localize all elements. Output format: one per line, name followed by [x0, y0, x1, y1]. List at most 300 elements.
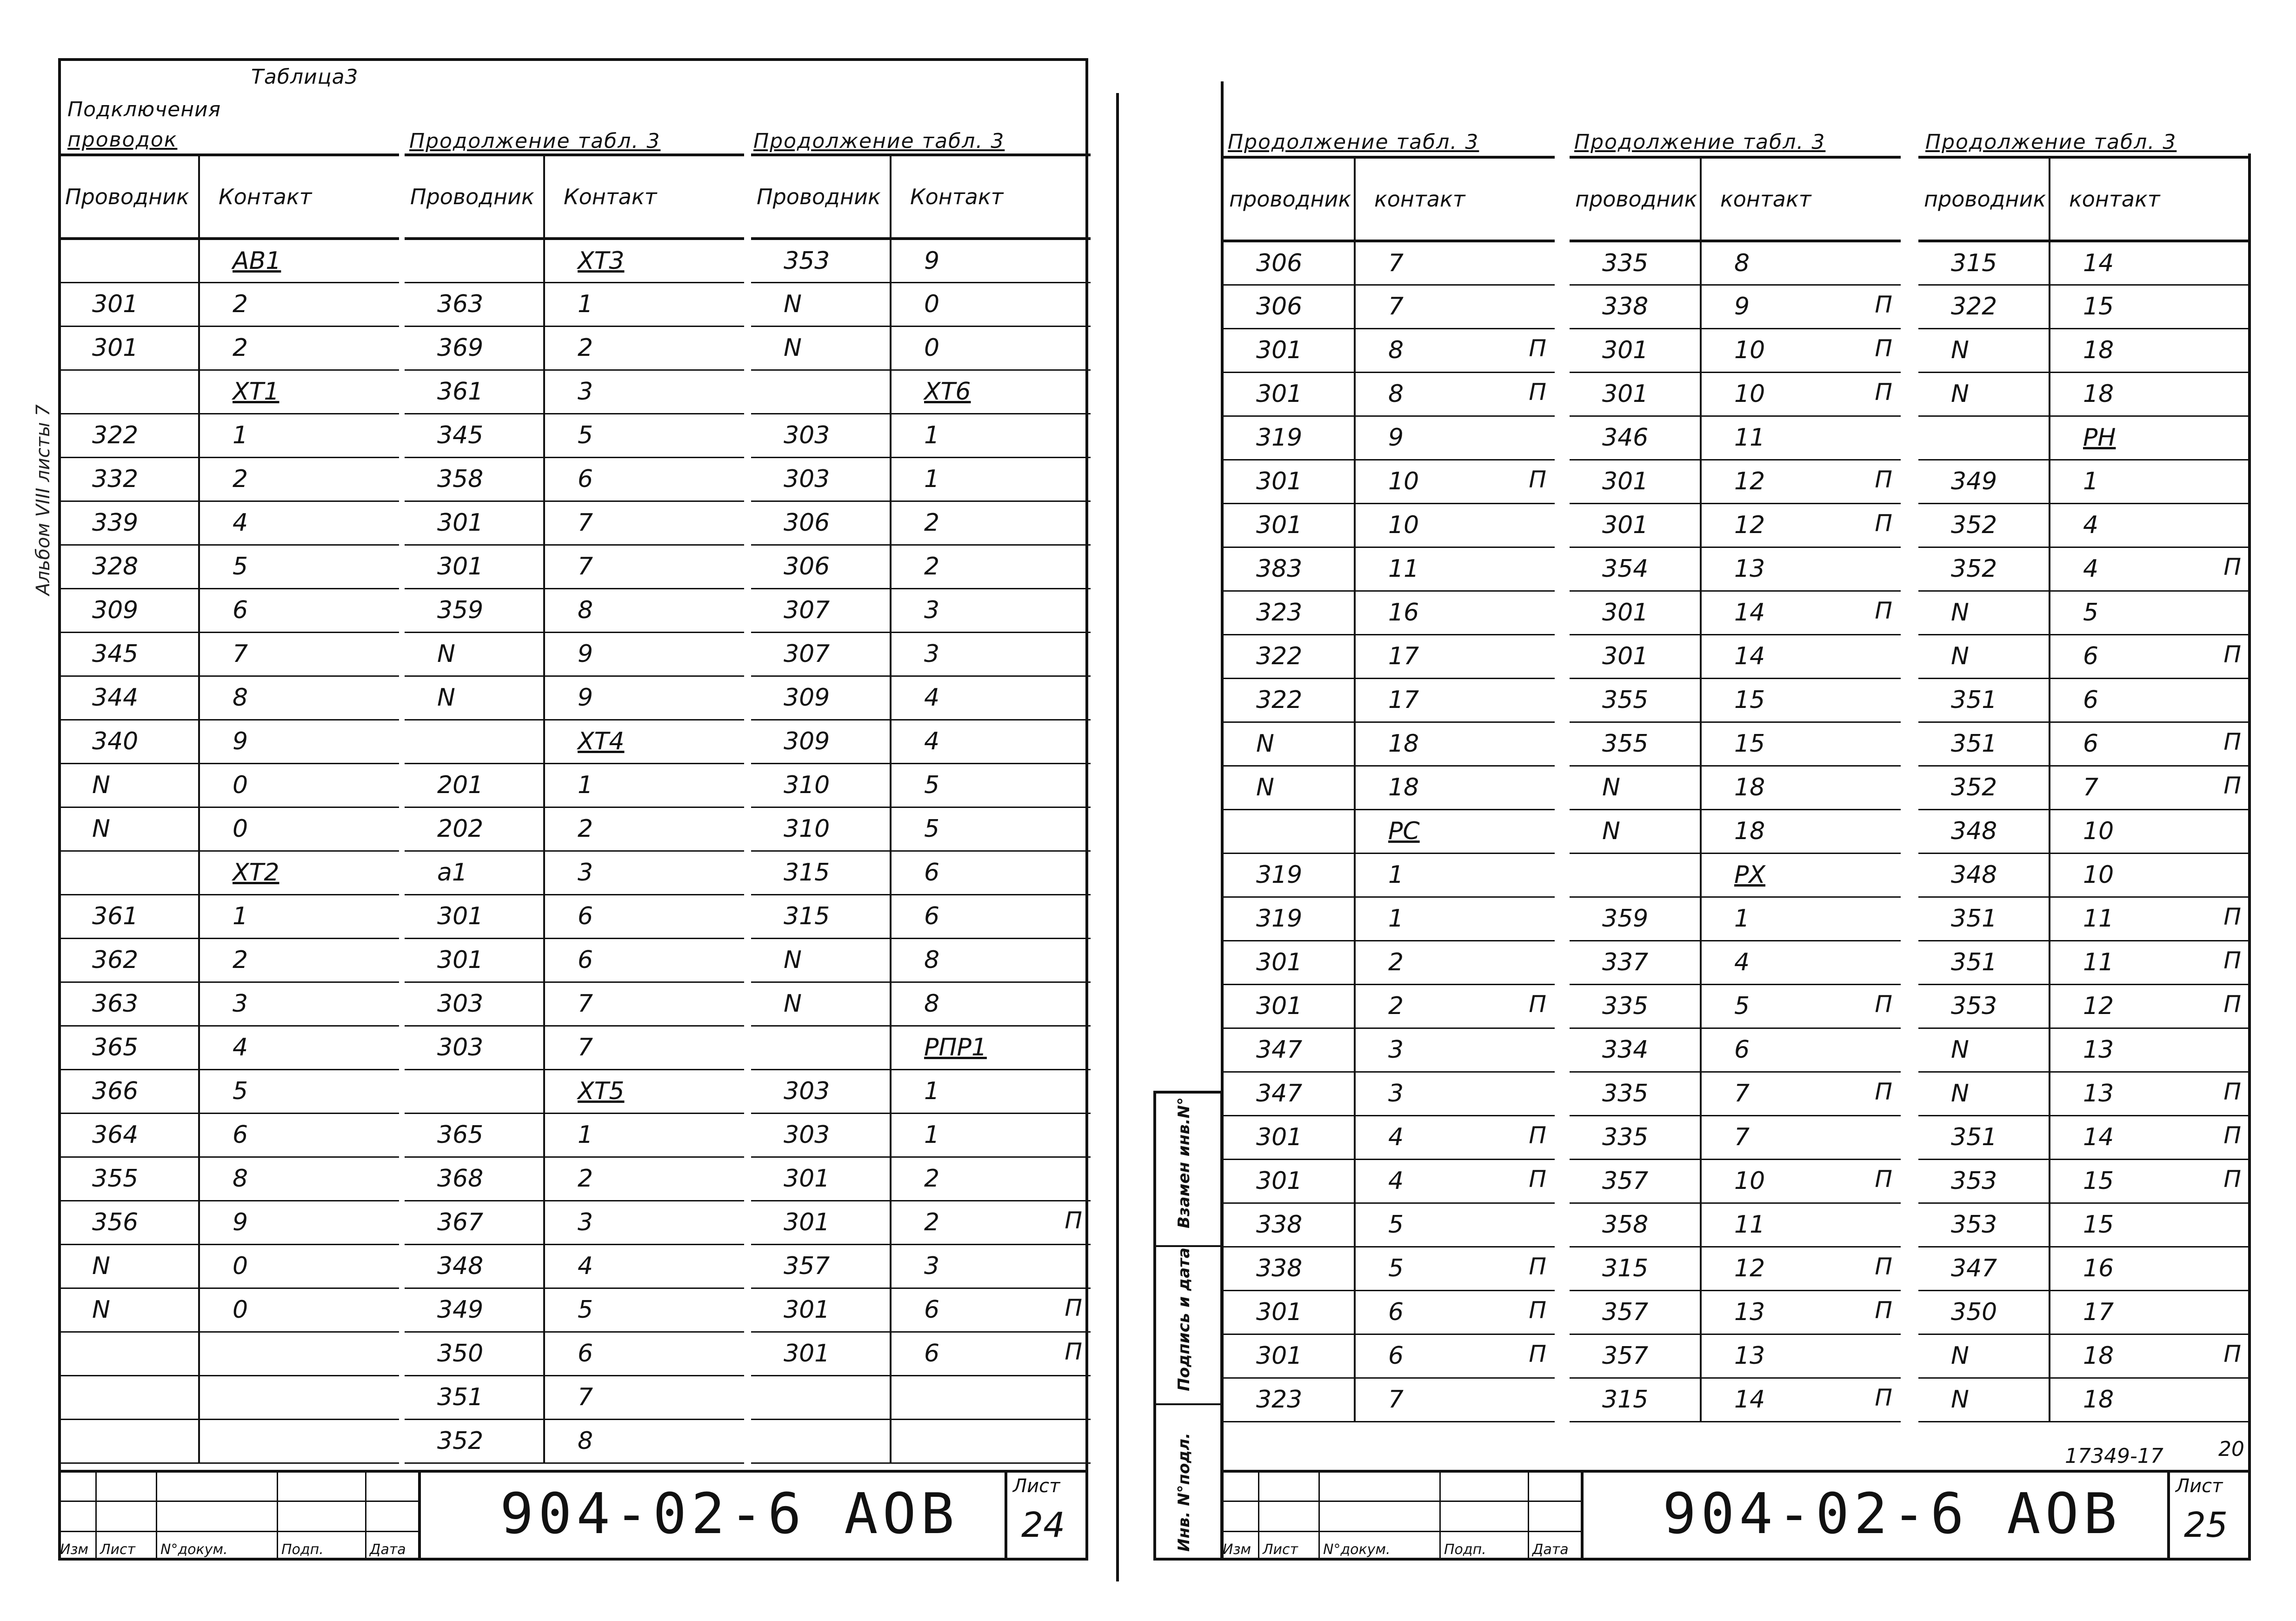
contact-value: 18 — [2083, 380, 2114, 408]
jumper-mark: П — [1875, 1165, 1892, 1193]
table-row — [60, 676, 399, 720]
margin-note: Альбом VIII листы 7 — [33, 404, 54, 595]
contact-value: 6 — [578, 902, 593, 930]
contact-value: 3 — [233, 990, 248, 1018]
table-row — [60, 588, 399, 632]
table-row — [405, 239, 744, 282]
contact-value: 9 — [1734, 293, 1750, 320]
table-row — [751, 326, 1091, 370]
contact-cell — [544, 982, 744, 1026]
wire-cell — [405, 720, 544, 763]
contact-value: 6 — [924, 1340, 940, 1368]
contact-cell — [1701, 503, 1901, 547]
table-row — [1918, 1290, 2249, 1334]
contact-value: 15 — [1734, 686, 1765, 714]
wire-cell: 359 — [1570, 897, 1701, 941]
jumper-mark: П — [2223, 1165, 2241, 1193]
jumper-mark: П — [1875, 291, 1892, 318]
wire-cell — [751, 1419, 891, 1463]
table-row — [405, 326, 744, 370]
wire-cell: 347 — [1224, 1028, 1355, 1072]
contact-cell — [544, 1026, 744, 1069]
title-block-grid — [58, 1473, 421, 1561]
contact-value: 6 — [924, 902, 940, 930]
table-row — [405, 851, 744, 894]
wire-cell: 351 — [1918, 897, 2050, 941]
table-row — [1918, 1378, 2249, 1421]
contact-cell — [199, 676, 399, 720]
contact-value: 7 — [578, 990, 593, 1018]
wire-cell: 355 — [1570, 678, 1701, 722]
contact-value: 17 — [1388, 642, 1419, 670]
contact-cell — [199, 894, 399, 938]
wire-cell: 344 — [60, 676, 199, 720]
table-row — [1224, 1334, 1555, 1378]
wire-cell: 335 — [1570, 984, 1701, 1028]
wire-cell: 350 — [1918, 1290, 2050, 1334]
table-row — [1224, 416, 1555, 460]
contact-cell — [1701, 1334, 1901, 1378]
contact-cell — [199, 763, 399, 807]
table-row — [1570, 984, 1901, 1028]
table-row — [405, 1332, 744, 1375]
approval-sidebar — [1153, 1091, 1223, 1561]
jumper-mark: П — [2223, 553, 2241, 580]
contact-value: 2 — [233, 290, 248, 318]
table-row — [751, 894, 1091, 938]
table-row — [1224, 285, 1555, 328]
contact-cell — [1701, 984, 1901, 1028]
contact-cell — [1355, 897, 1555, 941]
contact-cell — [199, 938, 399, 982]
table-row — [751, 588, 1091, 632]
table-row — [1570, 460, 1901, 503]
header-wire: проводник — [1570, 157, 1701, 241]
sheet-number-box — [2167, 1473, 2251, 1561]
wire-cell: 361 — [60, 894, 199, 938]
contact-value: 10 — [1388, 467, 1419, 495]
wire-cell: 332 — [60, 457, 199, 501]
contact-cell — [2050, 1247, 2249, 1290]
contact-value: 0 — [924, 290, 940, 318]
table-row — [1570, 897, 1901, 941]
contact-cell — [2050, 503, 2249, 547]
stamp-label-date: Дата — [370, 1541, 406, 1558]
group-header-cell — [2050, 416, 2249, 460]
header-wire: Проводник — [751, 155, 891, 239]
contact-value: 7 — [1734, 1080, 1750, 1107]
jumper-mark: П — [1529, 1121, 1546, 1149]
wire-cell: 351 — [1918, 1115, 2050, 1159]
wire-cell: 368 — [405, 1157, 544, 1201]
table-row — [405, 545, 744, 588]
wire-cell: 301 — [1224, 984, 1355, 1028]
wire-cell: N — [60, 763, 199, 807]
table-row — [751, 1332, 1091, 1375]
jumper-mark: П — [2223, 1340, 2241, 1368]
contact-cell — [199, 1201, 399, 1244]
contact-cell — [2050, 678, 2249, 722]
contact-value: 18 — [1388, 774, 1419, 801]
contact-value: 6 — [1388, 1342, 1404, 1370]
table-row — [405, 1026, 744, 1069]
wire-cell — [60, 1419, 199, 1463]
table-row — [1918, 285, 2249, 328]
table-row — [1224, 547, 1555, 591]
wire-cell: 357 — [751, 1244, 891, 1288]
wire-cell: 366 — [60, 1069, 199, 1113]
wire-cell — [405, 1069, 544, 1113]
title-block-grid — [1221, 1473, 1584, 1561]
table-row — [1570, 285, 1901, 328]
table-row — [60, 1157, 399, 1201]
table-row — [405, 1244, 744, 1288]
table-row — [1918, 897, 2249, 941]
contact-value: 5 — [578, 1296, 593, 1324]
contact-cell — [2050, 722, 2249, 766]
contact-value: 3 — [578, 859, 593, 887]
contact-cell — [544, 545, 744, 588]
wire-cell: 303 — [405, 1026, 544, 1069]
table-row — [751, 545, 1091, 588]
group-header-cell — [891, 370, 1091, 414]
contact-value: 7 — [1388, 249, 1404, 277]
contact-value: 3 — [578, 378, 593, 406]
contact-cell — [2050, 1115, 2249, 1159]
table-row — [1918, 1072, 2249, 1115]
wire-cell: 335 — [1570, 1072, 1701, 1115]
table-row — [1918, 984, 2249, 1028]
wire-cell: 353 — [751, 239, 891, 282]
wire-cell: 301 — [405, 938, 544, 982]
contact-cell — [2050, 328, 2249, 372]
table-row — [1224, 809, 1555, 853]
table-row — [405, 720, 744, 763]
wire-cell: 307 — [751, 632, 891, 676]
contact-cell — [544, 1201, 744, 1244]
contact-value: 18 — [1734, 774, 1765, 801]
wire-cell: N — [1570, 766, 1701, 809]
wire-cell: 301 — [751, 1288, 891, 1332]
contact-cell — [1355, 678, 1555, 722]
jumper-mark: П — [1875, 1078, 1892, 1105]
table-row — [751, 1069, 1091, 1113]
wire-cell — [60, 1332, 199, 1375]
contact-value: 16 — [2083, 1254, 2114, 1282]
wire-cell: 301 — [1224, 372, 1355, 416]
contact-value: 1 — [924, 1077, 940, 1105]
jumper-mark: П — [1529, 990, 1546, 1018]
contact-value: 18 — [2083, 1386, 2114, 1414]
contact-value: 10 — [1734, 336, 1765, 364]
contact-value: 4 — [1734, 948, 1750, 976]
table-row — [60, 1288, 399, 1332]
title-block — [1221, 1470, 2251, 1561]
table-row — [751, 1201, 1091, 1244]
wire-cell: 301 — [405, 894, 544, 938]
wire-cell: 338 — [1224, 1203, 1355, 1247]
contact-cell — [2050, 853, 2249, 897]
wire-cell: 356 — [60, 1201, 199, 1244]
connection-table — [1224, 156, 1555, 1422]
contact-value: 15 — [2083, 1167, 2114, 1195]
table-row — [405, 1157, 744, 1201]
contact-value: 13 — [1734, 555, 1765, 583]
contact-value: 9 — [233, 727, 248, 755]
table-row — [751, 1244, 1091, 1288]
contact-cell — [1701, 1115, 1901, 1159]
wire-cell: 301 — [60, 326, 199, 370]
table-row — [1570, 372, 1901, 416]
wire-cell: 351 — [1918, 722, 2050, 766]
contact-cell — [199, 1157, 399, 1201]
header-contact: Контакт — [199, 155, 399, 239]
contact-value: 12 — [1734, 1254, 1765, 1282]
contact-cell — [1355, 1115, 1555, 1159]
contact-cell — [199, 1069, 399, 1113]
wire-cell: N — [1918, 1028, 2050, 1072]
jumper-mark: П — [2223, 1121, 2241, 1149]
contact-cell — [544, 414, 744, 457]
contact-value: 6 — [1734, 1036, 1750, 1064]
table-row — [405, 982, 744, 1026]
wire-cell: 301 — [1570, 328, 1701, 372]
table-row — [60, 414, 399, 457]
table-row — [60, 1113, 399, 1157]
wire-cell: 365 — [60, 1026, 199, 1069]
table-row — [60, 501, 399, 545]
wire-cell: N — [1570, 809, 1701, 853]
wire-cell: 361 — [405, 370, 544, 414]
group-header-cell — [544, 720, 744, 763]
contact-value: 13 — [1734, 1342, 1765, 1370]
table-row — [405, 763, 744, 807]
contact-value: 8 — [1388, 380, 1404, 408]
contact-cell — [199, 282, 399, 326]
jumper-mark: П — [1875, 1384, 1892, 1411]
contact-cell — [891, 851, 1091, 894]
wire-cell: 351 — [1918, 678, 2050, 722]
table-row — [1224, 1290, 1555, 1334]
contact-cell — [1355, 460, 1555, 503]
contact-cell — [2050, 1028, 2249, 1072]
contact-cell — [891, 414, 1091, 457]
contact-cell — [891, 1375, 1091, 1419]
wire-cell: 350 — [405, 1332, 544, 1375]
contact-value: 12 — [1734, 467, 1765, 495]
contact-value: 1 — [1388, 861, 1404, 889]
contact-value: 6 — [1388, 1298, 1404, 1326]
table-row — [1918, 460, 2249, 503]
contact-value: 12 — [2083, 992, 2114, 1020]
contact-value: 12 — [1734, 511, 1765, 539]
sheet-number: 24 — [1021, 1505, 1065, 1545]
jumper-mark: П — [1529, 334, 1546, 362]
contact-cell — [1355, 766, 1555, 809]
contact-value: 2 — [233, 946, 248, 974]
contact-cell — [1701, 460, 1901, 503]
table-row — [751, 457, 1091, 501]
contact-value: 4 — [233, 509, 248, 537]
stamp-label-doc: N°докум. — [1323, 1541, 1391, 1558]
contact-cell — [1701, 416, 1901, 460]
contact-cell — [544, 1332, 744, 1375]
contact-value: 13 — [2083, 1036, 2114, 1064]
contact-value: 11 — [1388, 555, 1419, 583]
contact-cell — [1355, 1247, 1555, 1290]
contact-value: 1 — [924, 1121, 940, 1149]
contact-value: 2 — [578, 334, 593, 362]
jumper-mark: П — [1529, 1340, 1546, 1368]
table-row — [405, 1288, 744, 1332]
table-row — [1918, 591, 2249, 634]
table-row — [1918, 372, 2249, 416]
group-header-cell — [199, 239, 399, 282]
group-label: РХ — [1734, 861, 1765, 889]
contact-cell — [891, 982, 1091, 1026]
contact-value: 2 — [578, 815, 593, 843]
wire-cell — [1570, 853, 1701, 897]
wire-cell — [405, 239, 544, 282]
wire-cell: 345 — [405, 414, 544, 457]
wire-cell: 353 — [1918, 984, 2050, 1028]
table-row — [751, 1375, 1091, 1419]
wire-cell: 301 — [60, 282, 199, 326]
contact-value: 0 — [233, 1252, 248, 1280]
jumper-mark: П — [1875, 378, 1892, 406]
contact-cell — [544, 282, 744, 326]
wire-cell: 357 — [1570, 1334, 1701, 1378]
contact-value: 1 — [1734, 905, 1750, 933]
contact-value: 7 — [578, 1383, 593, 1411]
contact-cell — [1701, 897, 1901, 941]
wire-cell: 301 — [751, 1332, 891, 1375]
contact-cell — [1355, 1334, 1555, 1378]
table-row — [60, 632, 399, 676]
jumper-mark: П — [1065, 1207, 1082, 1234]
contact-value: 18 — [2083, 336, 2114, 364]
jumper-mark: П — [1875, 990, 1892, 1018]
table-row — [1224, 678, 1555, 722]
table-row — [1570, 1072, 1901, 1115]
wire-cell: 307 — [751, 588, 891, 632]
contact-value: 0 — [924, 334, 940, 362]
stamp-label-sign: Подп. — [281, 1541, 324, 1558]
contact-cell — [1701, 1378, 1901, 1421]
wire-cell: N — [405, 676, 544, 720]
stamp-label-date: Дата — [1532, 1541, 1569, 1558]
table-row — [1570, 503, 1901, 547]
contact-value: 18 — [1388, 730, 1419, 758]
contact-value: 14 — [2083, 249, 2114, 277]
contact-cell — [1355, 1159, 1555, 1203]
table-row — [1570, 1290, 1901, 1334]
group-header-cell — [199, 851, 399, 894]
contact-cell — [1355, 547, 1555, 591]
table-row — [1224, 503, 1555, 547]
table-row — [751, 851, 1091, 894]
contact-cell — [2050, 941, 2249, 984]
contact-cell — [199, 326, 399, 370]
wire-cell — [60, 239, 199, 282]
table-row — [1570, 241, 1901, 285]
contact-value: 4 — [233, 1034, 248, 1061]
table-row — [1570, 941, 1901, 984]
contact-value: 3 — [1388, 1080, 1404, 1107]
wire-cell: 364 — [60, 1113, 199, 1157]
table-row — [1224, 941, 1555, 984]
contact-value: 8 — [924, 946, 940, 974]
table-row — [1918, 503, 2249, 547]
wire-cell: 349 — [1918, 460, 2050, 503]
contact-value: 7 — [1388, 1386, 1404, 1414]
table-row — [405, 807, 744, 851]
contact-cell — [1355, 1203, 1555, 1247]
contact-value: 9 — [924, 247, 940, 275]
wire-cell — [751, 370, 891, 414]
wire-cell: 315 — [1570, 1378, 1701, 1421]
table-row — [1918, 1247, 2249, 1290]
sheet-number-box — [1005, 1473, 1088, 1561]
header-contact: контакт — [2050, 157, 2249, 241]
wire-cell: 301 — [1224, 1159, 1355, 1203]
table-row — [60, 1375, 399, 1419]
table-row — [751, 1026, 1091, 1069]
table-row — [1918, 853, 2249, 897]
contact-value: 5 — [1388, 1211, 1404, 1239]
wire-cell: 309 — [60, 588, 199, 632]
contact-cell — [891, 676, 1091, 720]
contact-value: 2 — [924, 1208, 940, 1236]
contact-value: 2 — [578, 1165, 593, 1193]
contact-cell — [1701, 1247, 1901, 1290]
table-row — [751, 370, 1091, 414]
group-header-cell — [544, 239, 744, 282]
contact-value: 4 — [1388, 1123, 1404, 1151]
contact-cell — [1355, 722, 1555, 766]
contact-value: 10 — [1388, 511, 1419, 539]
contact-cell — [1355, 285, 1555, 328]
wire-cell: 352 — [1918, 503, 2050, 547]
table-row — [60, 282, 399, 326]
wire-cell: 348 — [1918, 809, 2050, 853]
contact-value: 5 — [233, 553, 248, 580]
contact-value: 7 — [578, 553, 593, 580]
wire-cell: 367 — [405, 1201, 544, 1244]
contact-cell — [2050, 1203, 2249, 1247]
wire-cell: N — [1918, 1072, 2050, 1115]
contact-value: 6 — [2083, 642, 2099, 670]
contact-cell — [199, 1244, 399, 1288]
contact-value: 1 — [233, 902, 248, 930]
contact-value: 13 — [1734, 1298, 1765, 1326]
wire-cell: 322 — [60, 414, 199, 457]
contact-cell — [891, 326, 1091, 370]
sidebar-label-sign-date: Подпись и дата — [1175, 1247, 1193, 1391]
table-row — [751, 1157, 1091, 1201]
contact-value: 11 — [1734, 1211, 1765, 1239]
contact-cell — [1355, 416, 1555, 460]
contact-cell — [1355, 1028, 1555, 1072]
contact-cell — [544, 632, 744, 676]
contact-cell — [199, 1419, 399, 1463]
wire-cell: 301 — [1570, 591, 1701, 634]
table-row — [1918, 1334, 2249, 1378]
contact-value: 8 — [1734, 249, 1750, 277]
table-row — [1224, 241, 1555, 285]
contact-value: 3 — [1388, 1036, 1404, 1064]
stamp-label-doc: N°докум. — [160, 1541, 228, 1558]
